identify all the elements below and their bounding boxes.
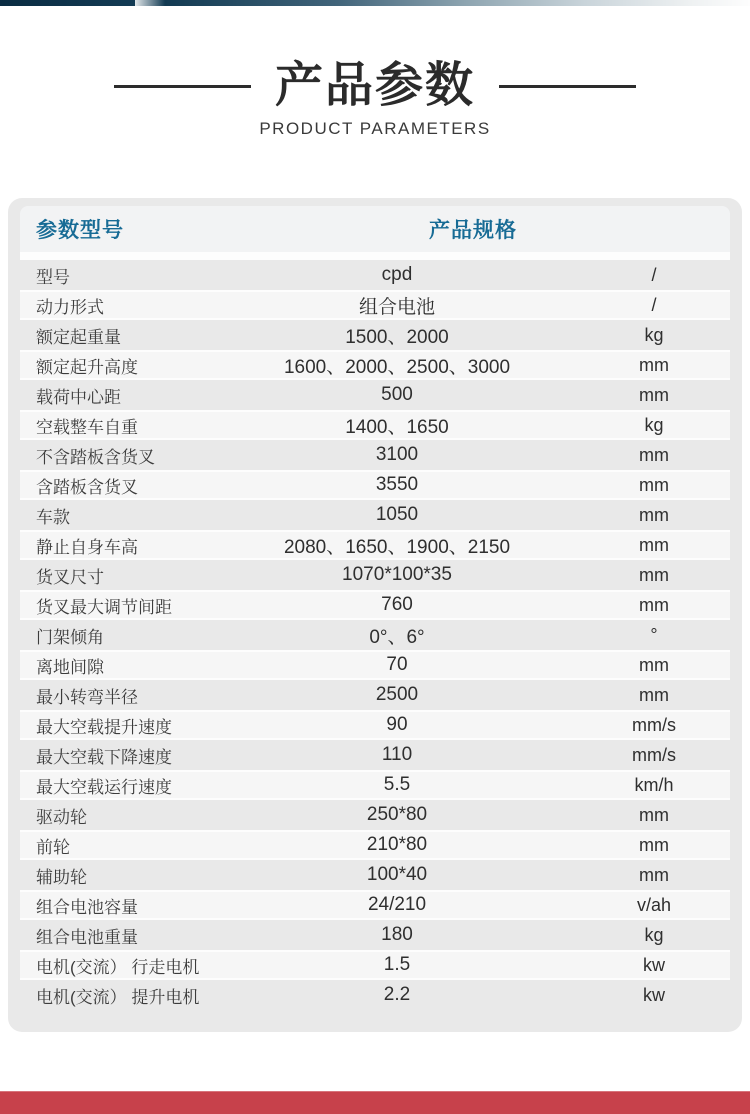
table-row [20, 410, 730, 440]
param-label: 货叉最大调节间距 [36, 597, 172, 617]
param-value: 100*40 [366, 864, 428, 885]
top-gradient-bar [0, 0, 750, 6]
param-label: 组合电池重量 [36, 927, 138, 947]
param-value: 1500、2000 [345, 326, 449, 348]
table-row [20, 770, 730, 800]
param-label: 离地间隙 [36, 657, 104, 677]
param-value: 1050 [375, 504, 419, 525]
param-label: 空载整车自重 [36, 418, 138, 437]
param-value: 210*80 [366, 834, 428, 855]
parameters-card [8, 198, 742, 1032]
param-unit: kw [643, 984, 665, 1005]
param-unit: mm [639, 654, 669, 675]
param-value: 5.5 [383, 774, 411, 795]
table-row [20, 380, 730, 410]
param-label: 最小转弯半径 [36, 687, 138, 707]
param-label: 静止自身车高 [36, 538, 138, 557]
param-unit: mm [639, 535, 669, 555]
table-row [20, 860, 730, 890]
table-row [20, 650, 730, 680]
param-unit: mm [639, 474, 669, 495]
header-product-spec: 产品规格 [429, 219, 517, 242]
param-label: 不含踏板含货叉 [36, 447, 155, 467]
param-value: 90 [386, 714, 408, 735]
param-value: 70 [386, 654, 408, 675]
bottom-red-bar [0, 1091, 750, 1114]
param-label: 驱动轮 [36, 807, 87, 827]
title-right-line [499, 85, 636, 88]
param-unit: / [651, 264, 657, 285]
table-row [20, 680, 730, 710]
table-header-row [20, 206, 730, 252]
param-unit: mm [639, 594, 669, 615]
header-parameter-model: 参数型号 [36, 219, 124, 242]
table-row [20, 950, 730, 980]
page-title: 产品参数 [274, 59, 475, 112]
param-value: 1600、2000、2500、3000 [283, 357, 511, 378]
param-value: 500 [381, 384, 413, 405]
table-row [20, 890, 730, 920]
param-unit: / [651, 295, 657, 315]
table-row [20, 920, 730, 950]
param-unit: kg [644, 324, 664, 345]
table-row [20, 290, 730, 320]
table-row [20, 830, 730, 860]
param-label: 含踏板含货叉 [36, 477, 138, 497]
param-label: 载荷中心距 [36, 387, 121, 407]
param-label: 组合电池容量 [36, 897, 138, 917]
table-row [20, 980, 730, 1010]
title-row [0, 60, 750, 113]
param-value: 1070*100*35 [342, 564, 452, 585]
param-unit: kg [644, 924, 664, 945]
param-unit: mm [639, 804, 669, 825]
param-label: 最大空载运行速度 [36, 777, 172, 797]
param-unit: mm/s [632, 744, 676, 765]
param-label: 最大空载下降速度 [36, 747, 172, 767]
param-value: 1400、1650 [345, 417, 449, 438]
table-row [20, 620, 730, 650]
param-value: 1.5 [383, 954, 411, 975]
param-label: 型号 [36, 267, 70, 287]
table-row [20, 260, 730, 290]
header-divider [20, 252, 730, 260]
param-unit: kg [644, 415, 664, 435]
param-label: 电机(交流） 提升电机 [36, 987, 200, 1007]
table-row [20, 590, 730, 620]
param-value: cpd [381, 264, 413, 285]
param-value: 2080、1650、1900、2150 [283, 537, 511, 558]
param-label: 货叉尺寸 [36, 567, 104, 587]
param-value: 组合电池 [358, 297, 435, 318]
table-row [20, 470, 730, 500]
param-unit: mm [639, 355, 669, 375]
param-value: 2.2 [383, 984, 411, 1005]
param-unit: mm [639, 834, 669, 855]
param-value: 110 [381, 744, 413, 765]
table-row [20, 710, 730, 740]
table-row [20, 500, 730, 530]
param-unit: ° [650, 624, 658, 645]
table-row [20, 530, 730, 560]
param-unit: mm [639, 564, 669, 585]
param-value: 760 [381, 594, 413, 615]
param-label: 最大空载提升速度 [36, 717, 172, 737]
param-unit: mm [639, 684, 669, 705]
table-row [20, 740, 730, 770]
param-value: 24/210 [367, 894, 427, 915]
table-row [20, 440, 730, 470]
param-unit: mm [639, 864, 669, 885]
title-left-line [114, 85, 251, 88]
param-unit: mm [639, 444, 669, 465]
table-row [20, 560, 730, 590]
param-label: 前轮 [36, 837, 70, 857]
param-label: 额定起重量 [36, 327, 121, 347]
param-label: 门架倾角 [36, 627, 104, 647]
param-unit: kw [643, 954, 665, 975]
table-row [20, 800, 730, 830]
param-unit: km/h [634, 774, 674, 795]
param-label: 车款 [36, 507, 70, 527]
param-label: 额定起升高度 [36, 358, 138, 377]
param-label: 电机(交流） 行走电机 [36, 957, 200, 977]
table-row [20, 350, 730, 380]
param-value: 0°、6° [369, 626, 425, 648]
param-unit: mm [639, 504, 669, 525]
param-value: 3550 [375, 474, 419, 495]
param-unit: mm/s [632, 714, 676, 735]
param-unit: v/ah [636, 894, 672, 915]
param-value: 250*80 [366, 804, 428, 825]
param-value: 3100 [375, 444, 419, 465]
table-row [20, 320, 730, 350]
param-label: 辅助轮 [36, 867, 87, 887]
param-unit: mm [639, 384, 669, 405]
param-label: 动力形式 [36, 298, 104, 317]
page-subtitle: PRODUCT PARAMETERS [259, 118, 491, 138]
param-value: 180 [381, 924, 413, 945]
parameters-table-body [20, 260, 730, 1010]
title-block [0, 60, 750, 139]
param-value: 2500 [375, 684, 419, 705]
